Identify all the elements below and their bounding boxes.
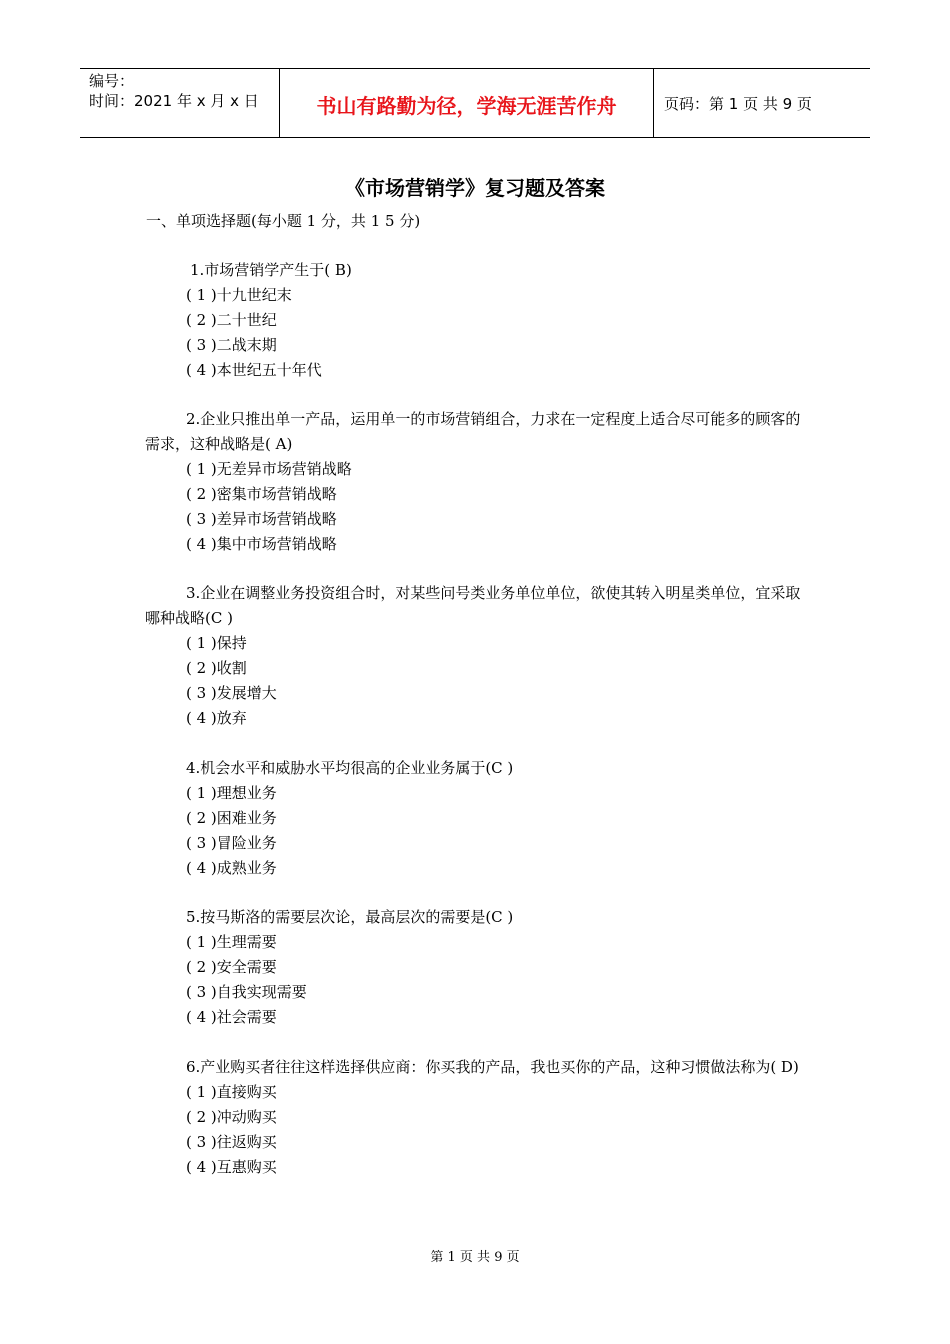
option: ( 3 )发展增大: [186, 684, 277, 702]
option: ( 4 )成熟业务: [186, 859, 277, 877]
question-stem: 1.市场营销学产生于( B): [190, 261, 352, 279]
option: ( 3 )自我实现需要: [186, 983, 307, 1001]
option: ( 3 )往返购买: [186, 1133, 277, 1151]
section-heading: 一、单项选择题(每小题 1 分，共 1 5 分): [146, 212, 421, 230]
option: ( 2 )收割: [186, 659, 247, 677]
question-stem: 5.按马斯洛的需要层次论，最高层次的需要是(C ): [186, 908, 514, 926]
page-header: [80, 68, 870, 138]
option: ( 2 )困难业务: [186, 809, 277, 827]
date-line: 时间：2021 年 x 月 x 日: [89, 92, 259, 110]
question-3: [145, 581, 815, 731]
option: ( 1 )十九世纪末: [186, 286, 292, 304]
page-footer: 第 1 页 共 9 页: [430, 1250, 520, 1265]
option: ( 2 )冲动购买: [186, 1108, 277, 1126]
option: ( 4 )互惠购买: [186, 1158, 277, 1176]
option: ( 4 )社会需要: [186, 1008, 277, 1026]
option: ( 4 )本世纪五十年代: [186, 361, 322, 379]
option: ( 4 )放弃: [186, 709, 247, 727]
serial-number-label: 编号：: [89, 72, 135, 90]
option: ( 2 )二十世纪: [186, 311, 277, 329]
question-stem: 2.企业只推出单一产品，运用单一的市场营销组合，力求在一定程度上适合尽可能多的顾客的需求，这种战略是( A): [145, 410, 801, 453]
option: ( 1 )无差异市场营销战略: [186, 460, 352, 478]
question-stem: 4.机会水平和威胁水平均很高的企业业务属于(C ): [186, 759, 514, 777]
header-page-info: 页码：第 1 页 共 9 页: [664, 94, 812, 113]
option: ( 4 )集中市场营销战略: [186, 535, 337, 553]
option: ( 1 )生理需要: [186, 933, 277, 951]
option: ( 1 )保持: [186, 634, 247, 652]
option: ( 2 )密集市场营销战略: [186, 485, 337, 503]
option: ( 3 )二战末期: [186, 336, 277, 354]
question-4: [145, 756, 815, 881]
question-stem: 6.产业购买者往往这样选择供应商：你买我的产品，我也买你的产品，这种习惯做法称为( D): [186, 1058, 799, 1076]
option: ( 3 )冒险业务: [186, 834, 277, 852]
question-2: [145, 407, 815, 557]
option: ( 3 )差异市场营销战略: [186, 510, 337, 528]
header-motto: 书山有路勤为径，学海无涯苦作舟: [280, 69, 654, 137]
question-6: [145, 1055, 815, 1180]
option: ( 2 )安全需要: [186, 958, 277, 976]
question-stem: 3.企业在调整业务投资组合时，对某些问号类业务单位单位，欲使其转入明星类单位，宜采取哪种战略(C ): [145, 584, 801, 627]
option: ( 1 )直接购买: [186, 1083, 277, 1101]
question-1: [145, 258, 815, 383]
question-5: [145, 905, 815, 1030]
option: ( 1 )理想业务: [186, 784, 277, 802]
header-meta: [80, 69, 280, 137]
document-title: 《市场营销学》复习题及答案: [345, 176, 605, 200]
